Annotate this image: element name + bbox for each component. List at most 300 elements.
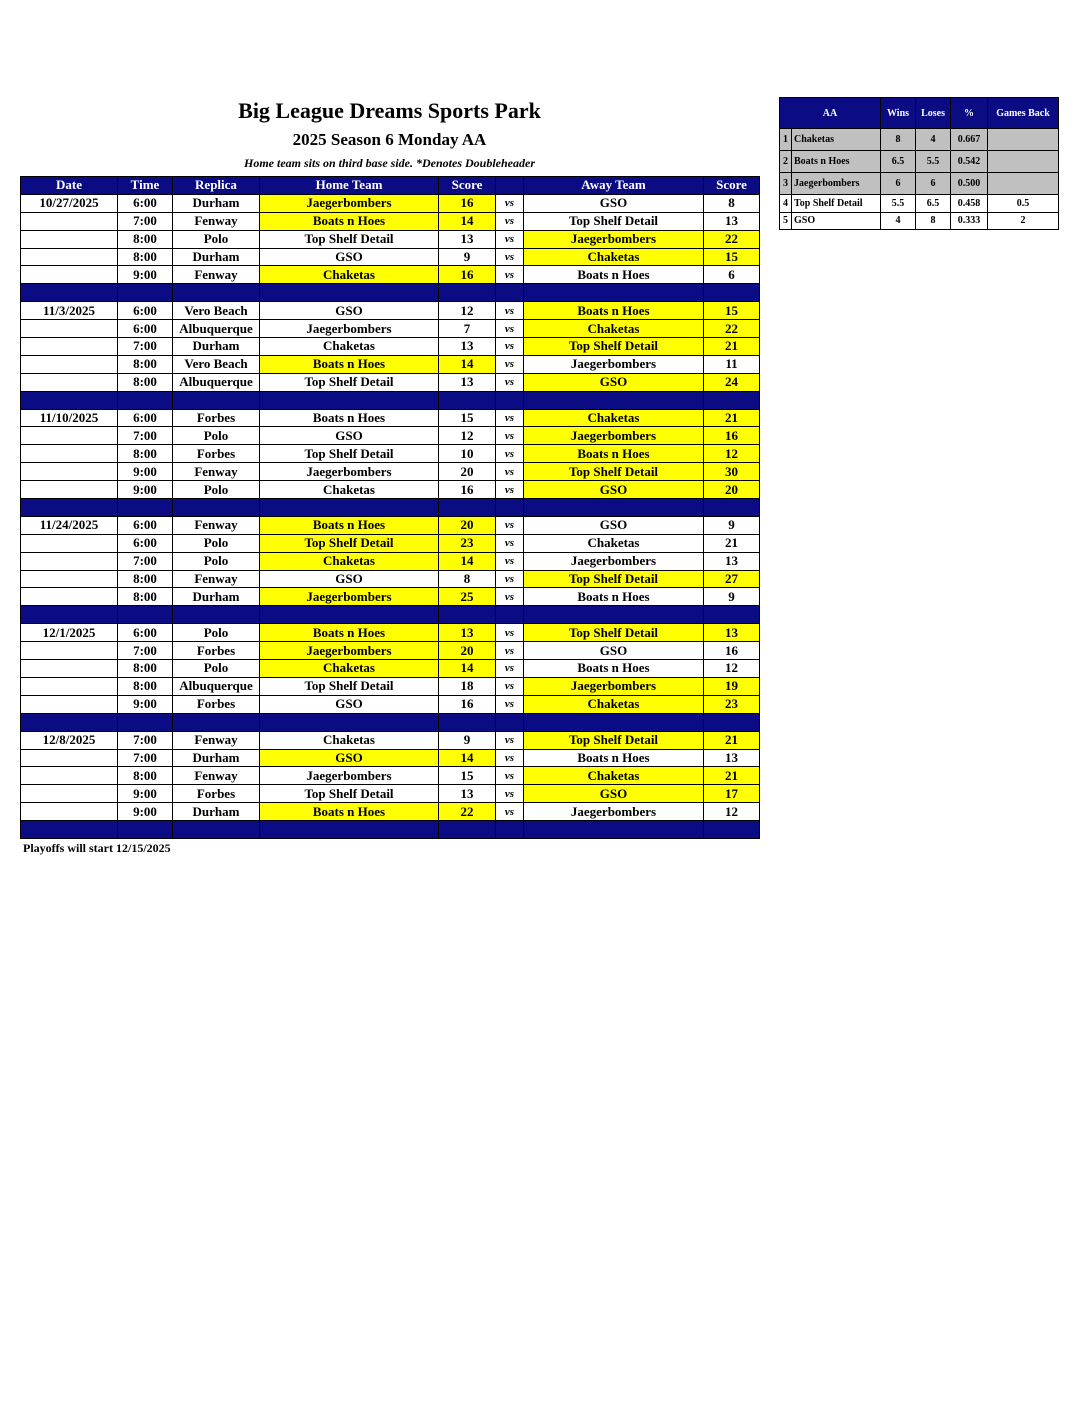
vs-label: vs	[496, 570, 524, 588]
game-date	[21, 481, 118, 499]
separator-cell	[260, 821, 439, 839]
game-date	[21, 463, 118, 481]
separator-cell	[704, 606, 760, 624]
game-replica: Polo	[173, 481, 260, 499]
vs-label: vs	[496, 481, 524, 499]
game-time: 8:00	[118, 677, 173, 695]
table-row	[21, 302, 760, 320]
standings-games-back	[988, 151, 1059, 173]
away-team: Boats n Hoes	[524, 302, 704, 320]
away-team: Top Shelf Detail	[524, 212, 704, 230]
away-team: Top Shelf Detail	[524, 731, 704, 749]
game-replica: Durham	[173, 338, 260, 356]
page-subtitle: 2025 Season 6 Monday AA	[292, 130, 487, 149]
standings-games-back: 0.5	[988, 195, 1059, 213]
game-date	[21, 785, 118, 803]
standings-pct: 0.500	[951, 173, 988, 195]
home-team: Jaegerbombers	[260, 642, 439, 660]
home-team: GSO	[260, 248, 439, 266]
standings-col-loses: Loses	[916, 98, 951, 129]
game-replica: Durham	[173, 194, 260, 212]
away-team: Chaketas	[524, 409, 704, 427]
playoffs-note: Playoffs will start 12/15/2025	[23, 841, 171, 855]
game-time: 7:00	[118, 731, 173, 749]
home-team: GSO	[260, 302, 439, 320]
home-score: 25	[439, 588, 496, 606]
standings-wins: 5.5	[881, 195, 916, 213]
table-row	[21, 677, 760, 695]
home-score: 13	[439, 373, 496, 391]
home-score: 9	[439, 731, 496, 749]
game-date	[21, 266, 118, 284]
separator-cell	[524, 821, 704, 839]
game-time: 6:00	[118, 302, 173, 320]
game-date	[21, 534, 118, 552]
game-replica: Albuquerque	[173, 373, 260, 391]
vs-label: vs	[496, 266, 524, 284]
away-team: Top Shelf Detail	[524, 463, 704, 481]
separator-cell	[260, 391, 439, 409]
separator-cell	[173, 499, 260, 517]
vs-label: vs	[496, 642, 524, 660]
game-date	[21, 570, 118, 588]
home-team: Jaegerbombers	[260, 588, 439, 606]
game-replica: Forbes	[173, 409, 260, 427]
home-team: Jaegerbombers	[260, 767, 439, 785]
game-time: 8:00	[118, 660, 173, 678]
vs-label: vs	[496, 677, 524, 695]
home-score: 16	[439, 194, 496, 212]
week-separator-row	[21, 713, 760, 731]
away-score: 13	[704, 749, 760, 767]
vs-label: vs	[496, 695, 524, 713]
game-replica: Polo	[173, 230, 260, 248]
standings-wins: 4	[881, 212, 916, 230]
away-team: GSO	[524, 516, 704, 534]
game-date: 11/10/2025	[21, 409, 118, 427]
away-team: Jaegerbombers	[524, 230, 704, 248]
home-team: Chaketas	[260, 552, 439, 570]
vs-label: vs	[496, 660, 524, 678]
standings-loses: 8	[916, 212, 951, 230]
home-team: Chaketas	[260, 731, 439, 749]
game-replica: Durham	[173, 749, 260, 767]
week-separator-row	[21, 391, 760, 409]
home-score: 10	[439, 445, 496, 463]
vs-label: vs	[496, 516, 524, 534]
home-score: 8	[439, 570, 496, 588]
away-score: 30	[704, 463, 760, 481]
separator-cell	[524, 391, 704, 409]
away-team: Chaketas	[524, 695, 704, 713]
separator-cell	[21, 499, 118, 517]
col-away-score: Score	[704, 177, 760, 195]
home-team: Jaegerbombers	[260, 320, 439, 338]
home-team: Chaketas	[260, 266, 439, 284]
away-team: Top Shelf Detail	[524, 338, 704, 356]
game-time: 7:00	[118, 749, 173, 767]
schedule-header-row	[21, 177, 760, 195]
separator-cell	[496, 499, 524, 517]
game-replica: Fenway	[173, 463, 260, 481]
away-score: 19	[704, 677, 760, 695]
table-row	[21, 355, 760, 373]
game-time: 8:00	[118, 767, 173, 785]
away-score: 22	[704, 320, 760, 338]
separator-cell	[260, 606, 439, 624]
separator-cell	[439, 391, 496, 409]
away-score: 24	[704, 373, 760, 391]
vs-label: vs	[496, 463, 524, 481]
home-team: Chaketas	[260, 481, 439, 499]
away-score: 13	[704, 552, 760, 570]
table-row	[21, 803, 760, 821]
separator-cell	[118, 821, 173, 839]
away-score: 16	[704, 642, 760, 660]
table-row	[21, 194, 760, 212]
standings-row	[780, 195, 1059, 213]
col-away-team: Away Team	[524, 177, 704, 195]
game-time: 9:00	[118, 481, 173, 499]
home-team: GSO	[260, 695, 439, 713]
away-score: 12	[704, 803, 760, 821]
vs-label: vs	[496, 427, 524, 445]
table-row	[21, 516, 760, 534]
game-replica: Forbes	[173, 695, 260, 713]
standings-row	[780, 151, 1059, 173]
away-team: Chaketas	[524, 248, 704, 266]
standings-col-games-back: Games Back	[988, 98, 1059, 129]
table-row	[21, 248, 760, 266]
separator-cell	[496, 713, 524, 731]
home-team: Jaegerbombers	[260, 194, 439, 212]
col-date: Date	[21, 177, 118, 195]
table-row	[21, 320, 760, 338]
col-time: Time	[118, 177, 173, 195]
away-score: 22	[704, 230, 760, 248]
standings-games-back	[988, 129, 1059, 151]
away-team: Jaegerbombers	[524, 803, 704, 821]
vs-label: vs	[496, 552, 524, 570]
home-team: Top Shelf Detail	[260, 373, 439, 391]
game-replica: Durham	[173, 803, 260, 821]
game-date	[21, 373, 118, 391]
away-team: Jaegerbombers	[524, 552, 704, 570]
table-row	[21, 660, 760, 678]
home-team: Chaketas	[260, 660, 439, 678]
game-time: 7:00	[118, 212, 173, 230]
home-score: 20	[439, 642, 496, 660]
away-team: Jaegerbombers	[524, 427, 704, 445]
game-date	[21, 642, 118, 660]
home-score: 14	[439, 355, 496, 373]
game-replica: Polo	[173, 534, 260, 552]
away-team: Boats n Hoes	[524, 588, 704, 606]
away-team: Boats n Hoes	[524, 660, 704, 678]
home-score: 14	[439, 212, 496, 230]
separator-cell	[496, 284, 524, 302]
away-score: 13	[704, 212, 760, 230]
away-score: 21	[704, 534, 760, 552]
game-time: 9:00	[118, 463, 173, 481]
away-team: Chaketas	[524, 534, 704, 552]
vs-label: vs	[496, 248, 524, 266]
schedule-table	[20, 176, 760, 839]
standings-table	[779, 97, 1059, 230]
separator-cell	[21, 391, 118, 409]
home-team: Boats n Hoes	[260, 624, 439, 642]
vs-label: vs	[496, 588, 524, 606]
home-team: GSO	[260, 570, 439, 588]
away-score: 9	[704, 516, 760, 534]
vs-label: vs	[496, 731, 524, 749]
game-date	[21, 803, 118, 821]
table-row	[21, 570, 760, 588]
away-team: Boats n Hoes	[524, 749, 704, 767]
away-team: GSO	[524, 785, 704, 803]
home-score: 20	[439, 516, 496, 534]
separator-cell	[439, 821, 496, 839]
away-score: 21	[704, 409, 760, 427]
standings-pct: 0.667	[951, 129, 988, 151]
away-score: 8	[704, 194, 760, 212]
separator-cell	[524, 499, 704, 517]
separator-cell	[118, 606, 173, 624]
standings-loses: 5.5	[916, 151, 951, 173]
away-score: 15	[704, 248, 760, 266]
game-time: 8:00	[118, 445, 173, 463]
game-time: 8:00	[118, 355, 173, 373]
standings-loses: 6.5	[916, 195, 951, 213]
away-score: 23	[704, 695, 760, 713]
game-time: 8:00	[118, 570, 173, 588]
standings-rank: 3	[780, 173, 792, 195]
table-row	[21, 409, 760, 427]
away-score: 16	[704, 427, 760, 445]
separator-cell	[118, 284, 173, 302]
separator-cell	[260, 499, 439, 517]
home-team: Top Shelf Detail	[260, 534, 439, 552]
week-separator-row	[21, 499, 760, 517]
separator-cell	[496, 821, 524, 839]
table-row	[21, 642, 760, 660]
table-row	[21, 588, 760, 606]
game-time: 7:00	[118, 427, 173, 445]
game-time: 8:00	[118, 248, 173, 266]
away-team: GSO	[524, 194, 704, 212]
standings-team: Boats n Hoes	[792, 151, 881, 173]
separator-cell	[173, 821, 260, 839]
game-time: 6:00	[118, 194, 173, 212]
home-score: 16	[439, 266, 496, 284]
game-date	[21, 230, 118, 248]
game-date	[21, 212, 118, 230]
standings-games-back: 2	[988, 212, 1059, 230]
game-replica: Durham	[173, 248, 260, 266]
game-replica: Polo	[173, 624, 260, 642]
home-score: 13	[439, 785, 496, 803]
separator-cell	[524, 284, 704, 302]
game-date	[21, 677, 118, 695]
vs-label: vs	[496, 355, 524, 373]
away-score: 15	[704, 302, 760, 320]
standings-team: Jaegerbombers	[792, 173, 881, 195]
home-score: 16	[439, 481, 496, 499]
home-team: Top Shelf Detail	[260, 677, 439, 695]
home-score: 22	[439, 803, 496, 821]
home-team: Boats n Hoes	[260, 212, 439, 230]
game-replica: Albuquerque	[173, 320, 260, 338]
col-replica: Replica	[173, 177, 260, 195]
standings-pct: 0.542	[951, 151, 988, 173]
standings-header-row	[780, 98, 1059, 129]
away-team: Jaegerbombers	[524, 677, 704, 695]
away-score: 21	[704, 767, 760, 785]
home-team: Chaketas	[260, 338, 439, 356]
home-score: 15	[439, 767, 496, 785]
game-replica: Vero Beach	[173, 355, 260, 373]
separator-cell	[439, 713, 496, 731]
home-score: 13	[439, 230, 496, 248]
table-row	[21, 481, 760, 499]
standings-team: Chaketas	[792, 129, 881, 151]
game-replica: Polo	[173, 552, 260, 570]
home-score: 18	[439, 677, 496, 695]
separator-cell	[439, 499, 496, 517]
game-date	[21, 749, 118, 767]
standings-body	[780, 129, 1059, 230]
game-time: 8:00	[118, 588, 173, 606]
game-replica: Fenway	[173, 516, 260, 534]
game-replica: Fenway	[173, 266, 260, 284]
vs-label: vs	[496, 624, 524, 642]
game-time: 7:00	[118, 552, 173, 570]
schedule-note: Home team sits on third base side. *Denotes Doubleheader	[244, 156, 535, 170]
table-row	[21, 266, 760, 284]
home-score: 9	[439, 248, 496, 266]
separator-cell	[496, 606, 524, 624]
table-row	[21, 230, 760, 248]
separator-cell	[704, 284, 760, 302]
separator-cell	[260, 284, 439, 302]
home-score: 12	[439, 427, 496, 445]
vs-label: vs	[496, 194, 524, 212]
game-time: 9:00	[118, 695, 173, 713]
table-row	[21, 785, 760, 803]
away-team: Jaegerbombers	[524, 355, 704, 373]
game-replica: Fenway	[173, 570, 260, 588]
game-replica: Fenway	[173, 731, 260, 749]
standings-rank: 5	[780, 212, 792, 230]
game-replica: Durham	[173, 588, 260, 606]
game-time: 6:00	[118, 624, 173, 642]
game-date	[21, 767, 118, 785]
table-row	[21, 338, 760, 356]
home-score: 15	[439, 409, 496, 427]
home-score: 23	[439, 534, 496, 552]
standings-col-division: AA	[780, 98, 881, 129]
separator-cell	[173, 391, 260, 409]
away-score: 21	[704, 731, 760, 749]
game-replica: Vero Beach	[173, 302, 260, 320]
separator-cell	[439, 284, 496, 302]
standings-team: Top Shelf Detail	[792, 195, 881, 213]
game-replica: Fenway	[173, 212, 260, 230]
vs-label: vs	[496, 767, 524, 785]
home-score: 13	[439, 338, 496, 356]
table-row	[21, 749, 760, 767]
game-date	[21, 660, 118, 678]
away-score: 21	[704, 338, 760, 356]
away-score: 6	[704, 266, 760, 284]
away-score: 20	[704, 481, 760, 499]
game-date: 12/8/2025	[21, 731, 118, 749]
away-score: 27	[704, 570, 760, 588]
vs-label: vs	[496, 785, 524, 803]
away-team: GSO	[524, 642, 704, 660]
page-title: Big League Dreams Sports Park	[238, 98, 541, 123]
separator-cell	[496, 391, 524, 409]
game-date	[21, 427, 118, 445]
standings-row	[780, 129, 1059, 151]
home-team: GSO	[260, 427, 439, 445]
week-separator-row	[21, 606, 760, 624]
separator-cell	[173, 284, 260, 302]
home-team: Boats n Hoes	[260, 355, 439, 373]
game-date: 11/24/2025	[21, 516, 118, 534]
game-replica: Polo	[173, 660, 260, 678]
game-date	[21, 445, 118, 463]
home-score: 7	[439, 320, 496, 338]
vs-label: vs	[496, 803, 524, 821]
game-time: 6:00	[118, 409, 173, 427]
standings-pct: 0.333	[951, 212, 988, 230]
vs-label: vs	[496, 409, 524, 427]
separator-cell	[704, 713, 760, 731]
standings-wins: 6	[881, 173, 916, 195]
away-score: 12	[704, 660, 760, 678]
week-separator-row	[21, 821, 760, 839]
vs-label: vs	[496, 212, 524, 230]
game-date	[21, 320, 118, 338]
week-separator-row	[21, 284, 760, 302]
away-team: GSO	[524, 481, 704, 499]
home-team: Top Shelf Detail	[260, 785, 439, 803]
separator-cell	[524, 606, 704, 624]
table-row	[21, 624, 760, 642]
game-time: 6:00	[118, 534, 173, 552]
separator-cell	[21, 284, 118, 302]
game-date: 10/27/2025	[21, 194, 118, 212]
standings-row	[780, 212, 1059, 230]
away-team: Boats n Hoes	[524, 266, 704, 284]
standings-rank: 4	[780, 195, 792, 213]
separator-cell	[21, 713, 118, 731]
standings-rank: 2	[780, 151, 792, 173]
home-score: 20	[439, 463, 496, 481]
table-row	[21, 373, 760, 391]
col-home-score: Score	[439, 177, 496, 195]
separator-cell	[704, 391, 760, 409]
away-score: 13	[704, 624, 760, 642]
home-team: GSO	[260, 749, 439, 767]
game-date	[21, 338, 118, 356]
game-date	[21, 355, 118, 373]
col-home-team: Home Team	[260, 177, 439, 195]
standings-loses: 6	[916, 173, 951, 195]
away-score: 9	[704, 588, 760, 606]
away-team: Boats n Hoes	[524, 445, 704, 463]
